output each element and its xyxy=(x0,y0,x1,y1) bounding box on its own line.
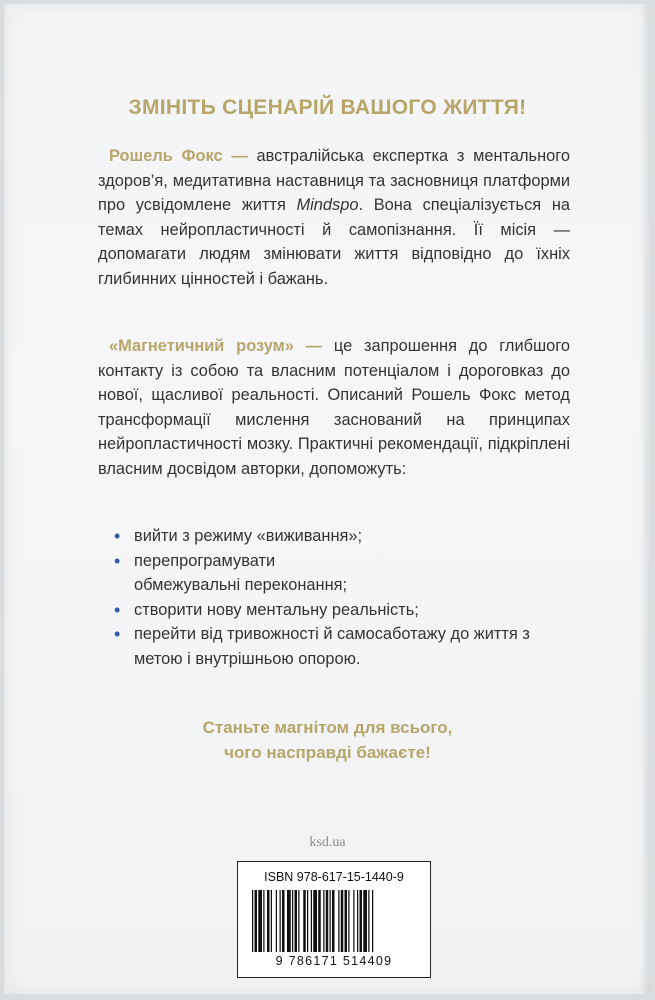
benefits-list xyxy=(112,524,582,671)
platform-name: Mindspo xyxy=(296,196,359,214)
list-item xyxy=(112,524,582,549)
book-description-paragraph xyxy=(98,334,570,481)
book-back-cover xyxy=(4,4,650,994)
cover-heading: ЗМІНІТЬ СЦЕНАРІЙ ВАШОГО ЖИТТЯ! xyxy=(128,96,527,119)
bullet-icon: • xyxy=(114,624,121,644)
barcode-number: 9 786171 514409 xyxy=(275,954,393,968)
author-text-part2: . Вона спеціалізується на темах нейропластичності й самопізнання. Її місія — допомагати людям змінювати життя відповідно до їхніх глибинних цінностей і бажань. xyxy=(98,196,570,288)
bullet-icon: • xyxy=(114,599,121,620)
publisher-website: ksd.ua xyxy=(309,835,346,850)
author-paragraph xyxy=(98,144,570,291)
book-title: «Магнетичний розум» — xyxy=(109,337,323,355)
bullet-icon: • xyxy=(114,550,121,571)
list-item-text: створити нову ментальну реальність; xyxy=(134,600,419,619)
author-name: Рошель Фокс — xyxy=(109,147,248,165)
list-item xyxy=(112,549,364,598)
list-item xyxy=(112,622,564,671)
closing-line-1: Станьте магнітом для всього, xyxy=(202,718,453,737)
book-description-text: це запрошення до глибшого контакту із собою та власним потенціалом і дороговказ до нової, щасливої реальності. Описаний Рошель Фокс метод трансформації мислення заснований на принципах нейропластичності мозку. Практичні рекомендації, підкріплені власним досвідом авторки, допоможуть: xyxy=(98,337,570,478)
list-item xyxy=(112,598,582,623)
closing-slogan xyxy=(5,715,650,765)
isbn-text: ISBN 978-617-15-1440-9 xyxy=(264,870,404,884)
closing-line-2: чого насправді бажаєте! xyxy=(224,743,431,762)
barcode-icon xyxy=(252,890,416,954)
bullet-icon: • xyxy=(114,526,121,546)
list-item-text: перепрограмувати обмежувальні переконання; xyxy=(134,551,348,594)
list-item-text: перейти від тривожності й самосаботажу до життя з метою і внутрішньою опорою. xyxy=(134,625,530,668)
list-item-text: вийти з режиму «виживання»; xyxy=(134,527,363,545)
author-text-part1: австралійська експертка з ментального здоров’я, медитативна наставниця та засновниця платформи про усвідомлене життя xyxy=(98,147,571,214)
barcode-label xyxy=(237,861,431,978)
